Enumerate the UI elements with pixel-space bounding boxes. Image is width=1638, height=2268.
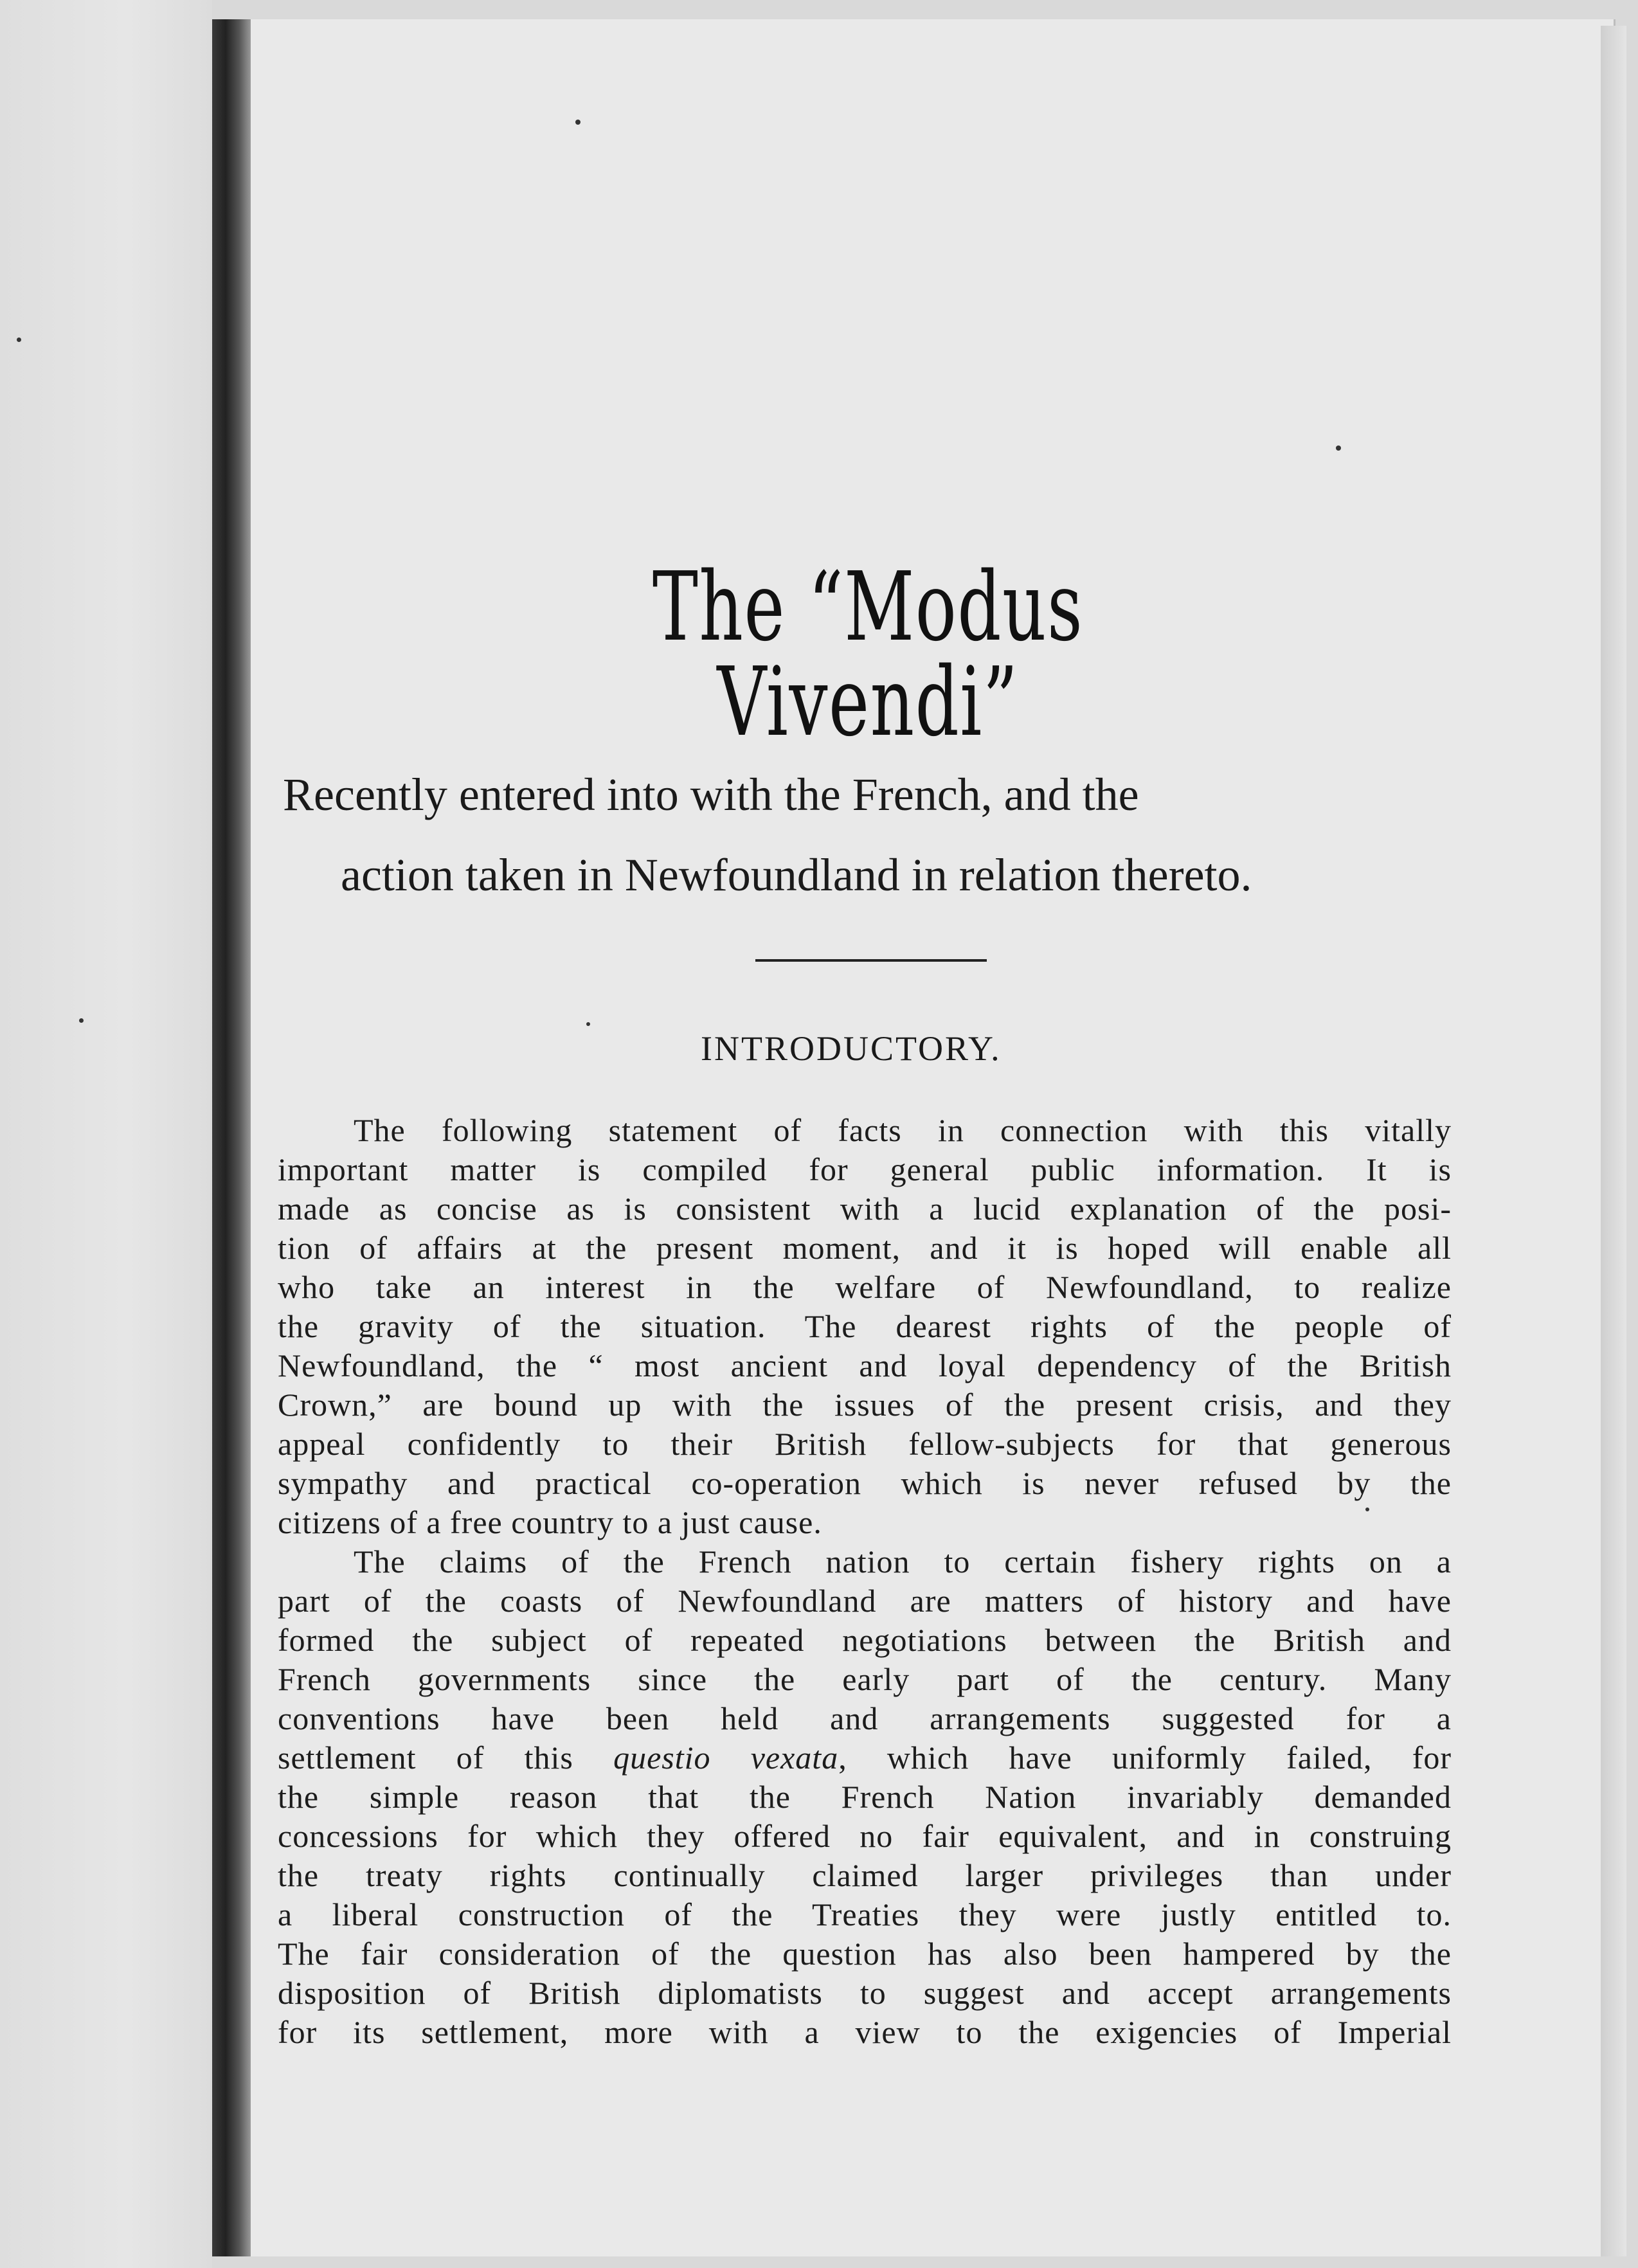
text-line: Crown,” are bound up with the issues of the present crisis, and they (278, 1387, 1452, 1423)
text-line: Newfoundland, the “ most ancient and loyal dependency of the British (278, 1347, 1452, 1383)
text-line: made as concise as is consistent with a lucid explanation of the posi- (278, 1191, 1452, 1227)
text-line: The fair consideration of the question has also been hampered by the (278, 1936, 1452, 1972)
text-line: tion of affairs at the present moment, and it is hoped will enable all (278, 1230, 1452, 1266)
text-line: the gravity of the situation. The dearest rights of the people of (278, 1308, 1452, 1344)
scan-speck (79, 1018, 84, 1023)
text-line: concessions for which they offered no fair equivalent, and in construing (278, 1818, 1452, 1854)
paragraph-1 (278, 1111, 1452, 1542)
scan-speck (1336, 446, 1341, 451)
latin-phrase: questio vexata (613, 1740, 839, 1776)
scan-speck (17, 338, 21, 342)
text-line: for its settlement, more with a view to the exigencies of Imperial (278, 2014, 1452, 2050)
text-line: appeal confidently to their British fellow-subjects for that generous (278, 1426, 1452, 1462)
text-line: the treaty rights continually claimed larger privileges than under (278, 1857, 1452, 1893)
text-line: important matter is compiled for general public information. It is (278, 1151, 1452, 1187)
scan-left-margin (0, 0, 212, 2268)
page-edge-shadow (1601, 26, 1626, 2256)
text-line: settlement of this questio vexata, which have uniformly failed, for (278, 1740, 1452, 1776)
text-line: citizens of a free country to a just cause. (278, 1504, 822, 1540)
text-line: The claims of the French nation to certain fishery rights on a (354, 1544, 1452, 1580)
scan-speck (586, 1022, 590, 1026)
subtitle-line-2: action taken in Newfoundland in relation thereto. (341, 849, 1252, 901)
text-line: disposition of British diplomatists to suggest and accept arrangements (278, 1975, 1452, 2011)
text-line: sympathy and practical co-operation which is never refused by the (278, 1465, 1452, 1501)
text-line: a liberal construction of the Treaties they were justly entitled to. (278, 1896, 1452, 1932)
text-line: conventions have been held and arrangements suggested for a (278, 1700, 1452, 1736)
title-divider-rule (755, 959, 987, 962)
text-line: who take an interest in the welfare of Newfoundland, to realize (278, 1269, 1452, 1305)
text-line: the simple reason that the French Nation invariably demanded (278, 1779, 1452, 1815)
section-heading: INTRODUCTORY. (701, 1029, 1002, 1068)
paragraph-2 (278, 1542, 1452, 2052)
text-line: formed the subject of repeated negotiations between the British and (278, 1622, 1452, 1658)
scan-speck (575, 120, 580, 125)
subtitle-line-1: Recently entered into with the French, and the (283, 769, 1139, 820)
book-binding-edge (212, 19, 251, 2256)
body-text (278, 1111, 1452, 2052)
text-line: French governments since the early part of the century. Many (278, 1661, 1452, 1697)
text-line: part of the coasts of Newfoundland are matters of history and have (278, 1583, 1452, 1619)
text-line: The following statement of facts in connection with this vitally (354, 1112, 1452, 1148)
document-title: The “Modus Vivendi” (652, 552, 1084, 757)
